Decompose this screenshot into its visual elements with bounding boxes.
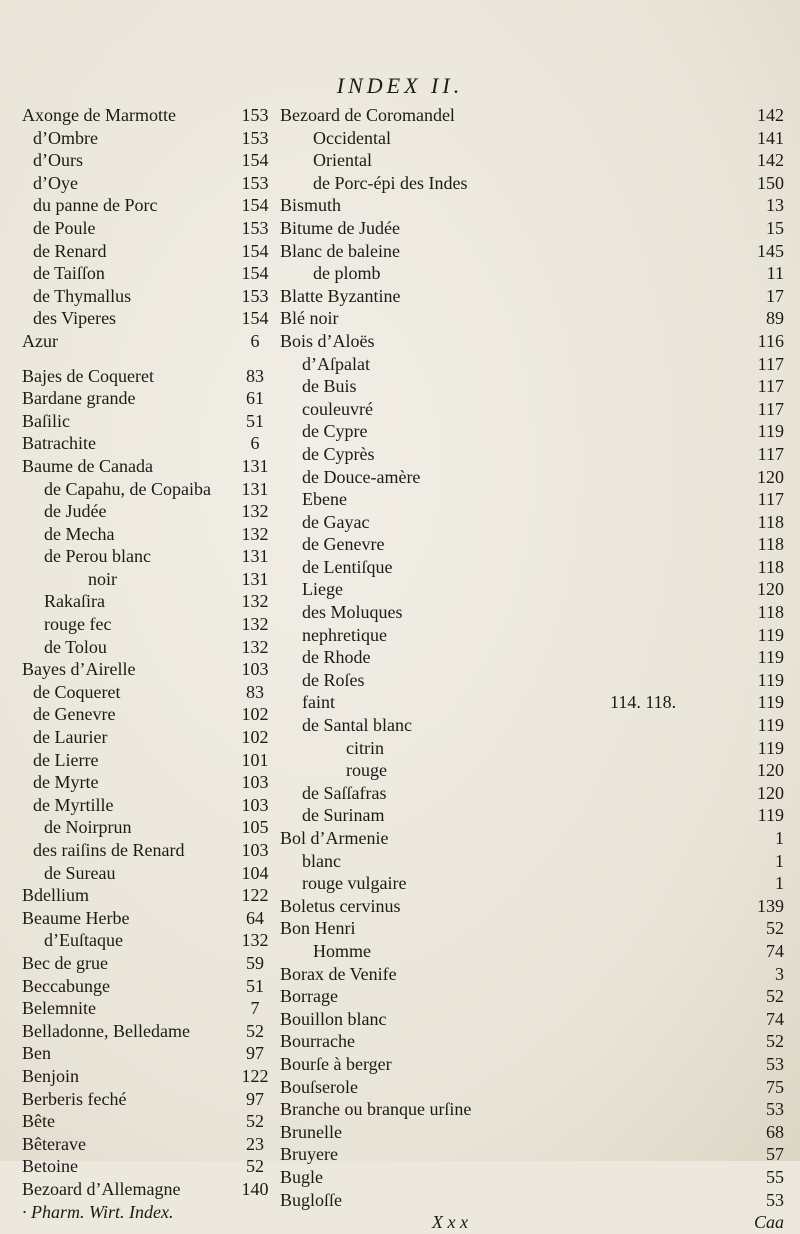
entry-term: · Pharm. Wirt. Index. [22,1201,174,1222]
entry-term: de Taiſſon [33,263,105,284]
entry-term: Bouſserole [280,1076,358,1097]
entry-page-number: 68 [766,1121,784,1142]
catchword: Caa [753,1212,784,1233]
entry-page-number: 6 [250,433,260,454]
entry-term: rouge [346,760,387,781]
entry-page-number: 132 [241,614,269,635]
entry-term: d’Ombre [33,127,98,148]
entry-term: Bezoard d’Allemagne [22,1178,181,1199]
entry-term: faint [302,692,335,713]
entry-page-number: 102 [241,727,269,748]
entry-term: Homme [313,940,371,961]
entry-page-number: 141 [757,127,784,148]
entry-term: d’Euſtaque [44,930,123,951]
entry-page-number: 52 [766,1031,784,1052]
entry-term: Baume de Canada [22,455,153,476]
entry-term: Boletus cervinus [280,895,401,916]
entry-page-number: 83 [246,365,264,386]
index-entry [262,488,792,511]
entry-term: de Surinam [302,805,385,826]
index-entry [262,646,792,669]
entry-page-number: 53 [766,1053,784,1074]
entry-term: Bezoard de Coromandel [280,105,455,125]
entry-page-number: 154 [241,263,269,284]
index-entry [262,850,792,873]
entry-term: Bayes d’Airelle [22,659,136,680]
entry-page-number: 119 [757,624,784,645]
index-entry [262,940,792,963]
entry-term: de Cypre [302,421,368,442]
index-entry [262,353,792,376]
entry-page-number: 52 [246,1111,264,1132]
entry-page-number: 142 [757,105,784,125]
entry-page-number: 119 [757,669,784,690]
entry-term: de Thymallus [33,285,132,306]
entry-page-number: 132 [241,930,269,951]
index-entry [262,533,792,556]
entry-page-number: 103 [241,659,269,680]
entry-page-number: 11 [766,263,784,284]
entry-term: de Judée [44,501,107,522]
entry-page-number: 154 [241,195,269,216]
entry-page-number: 15 [766,217,784,238]
entry-term: Oriental [313,150,372,171]
entry-term: Bourſe à berger [280,1053,392,1074]
entry-term: couleuvré [302,398,373,419]
entry-page-number: 154 [241,308,269,329]
entry-page-number: 117 [757,489,784,510]
entry-term: blanc [302,850,341,871]
entry-page-number: 74 [766,1008,784,1029]
entry-page-number: 153 [241,285,269,306]
entry-term: de Rhode [302,647,371,668]
entry-page-number: 103 [241,794,269,815]
entry-page-number: 132 [241,591,269,612]
index-entry [262,104,792,127]
entry-term: Blanc de baleine [280,240,400,261]
index-entry [262,601,792,624]
entry-term: de Myrtille [33,794,114,815]
entry-page-number: 51 [246,975,264,996]
index-entry [262,556,792,579]
entry-page-number: 103 [241,840,269,860]
entry-term: de Gayac [302,511,370,532]
entry-page-number: 53 [766,1099,784,1120]
entry-term: de Buis [302,376,357,397]
entry-term: Benjoin [22,1065,79,1086]
entry-term: Belladonne, Belledame [22,1020,190,1041]
index-entry [262,1076,792,1099]
entry-page-number: 52 [766,918,784,939]
entry-page-number: 117 [757,376,784,397]
entry-term: de Noirprun [44,817,132,838]
entry-page-number: 153 [241,172,269,193]
entry-term: Bitume de Judée [280,217,400,238]
entry-page-number: 122 [241,885,269,906]
entry-page-number: 52 [766,986,784,1007]
index-entry [262,737,792,760]
index-entry [262,262,792,285]
entry-term: de Mecha [44,523,115,544]
index-entry [262,714,792,737]
index-entry [262,804,792,827]
entry-page-number: 142 [757,150,784,171]
entry-term: Bêterave [22,1133,86,1154]
entry-term: Bismuth [280,195,342,216]
entry-page-number: 153 [241,217,269,238]
entry-term: Blatte Byzantine [280,285,401,306]
entry-page-number: 131 [241,546,269,567]
entry-term: de Myrte [33,772,99,793]
entry-page-number: 150 [757,172,784,193]
entry-page-number: 140 [241,1178,269,1199]
index-entry [262,194,792,217]
entry-page-number: 132 [241,501,269,522]
entry-term: Baſilic [22,410,70,431]
entry-page-number: 120 [757,579,784,600]
entry-page-number: 1 [775,873,784,894]
entry-page-number: 117 [757,443,784,464]
index-entry [262,307,792,330]
entry-page-number: 118 [757,602,784,623]
entry-term: de Poule [33,217,96,238]
entry-page-number: 119 [757,737,784,758]
entry-page-number: 3 [775,963,784,984]
entry-term: Bête [22,1111,55,1132]
index-entry [262,963,792,986]
entry-page-number: 120 [757,782,784,803]
entry-term: Betoine [22,1156,78,1177]
entry-extra-pages: 114. 118. [610,692,677,713]
entry-page-number: 119 [757,421,784,442]
entry-page-number: 119 [757,647,784,668]
entry-term: Bajes de Coqueret [22,365,154,386]
entry-page-number: 104 [241,862,269,883]
index-entry [262,285,792,308]
entry-term: Bouillon blanc [280,1008,387,1029]
entry-term: de Tolou [44,636,107,657]
entry-term: de Roſes [302,669,365,690]
entry-term: Bruyere [280,1144,338,1165]
page-header: INDEX II. [336,73,464,98]
index-entry [262,172,792,195]
entry-term: Ebene [302,489,347,510]
entry-term: rouge fec [44,614,112,635]
entry-term: de Genevre [33,704,116,725]
entry-page-number: 51 [246,410,264,431]
entry-term: Beccabunge [22,975,110,996]
index-entry [262,1121,792,1144]
entry-page-number: 55 [766,1166,784,1187]
entry-page-number: 153 [241,105,269,125]
entry-page-number: 154 [241,150,269,171]
entry-term: d’Oye [33,172,78,193]
entry-page-number: 105 [241,817,269,838]
entry-term: de plomb [313,263,381,284]
entry-page-number: 97 [246,1088,264,1109]
entry-page-number: 118 [757,534,784,555]
entry-term: Borrage [280,986,338,1007]
entry-term: d’Aſpalat [302,353,370,374]
entry-page-number: 118 [757,511,784,532]
index-entry [262,1053,792,1076]
entry-page-number: 23 [246,1133,264,1154]
index-entry [262,443,792,466]
entry-term: des Moluques [302,602,403,623]
entry-page-number: 1 [775,850,784,871]
entry-page-number: 139 [757,895,784,916]
entry-page-number: 53 [766,1189,784,1210]
entry-term: de Perou blanc [44,546,151,567]
entry-term: de Douce-amère [302,466,421,487]
entry-term: de Saſſafras [302,782,387,803]
entry-page-number: 154 [241,240,269,261]
index-entry [262,759,792,782]
entry-term: Axonge de Marmotte [22,105,176,125]
entry-page-number: 120 [757,466,784,487]
entry-page-number: 6 [250,330,260,351]
entry-term: Bon Henri [280,918,356,939]
entry-page-number: 7 [250,998,260,1019]
index-entry [262,1166,792,1189]
entry-term: des Viperes [33,308,117,329]
entry-page-number: 145 [757,240,784,261]
entry-page-number: 118 [757,556,784,577]
entry-term: Beaume Herbe [22,907,130,928]
entry-term: d’Ours [33,150,83,171]
entry-page-number: 89 [766,308,784,329]
index-entry [262,624,792,647]
entry-page-number: 132 [241,523,269,544]
entry-term: de Capahu, de Copaiba [44,478,211,499]
entry-term: Berberis feché [22,1088,127,1109]
entry-term: noir [88,568,117,589]
index-entry [262,827,792,850]
index-entry [262,398,792,421]
entry-page-number: 61 [246,388,264,409]
entry-term: Ben [22,1043,51,1064]
entry-page-number: 83 [246,681,264,702]
entry-term: nephretique [302,624,387,645]
entry-page-number: 153 [241,127,269,148]
entry-term: Bois d’Aloës [280,330,375,351]
entry-term: du panne de Porc [33,195,158,216]
entry-term: Blé noir [280,308,339,329]
entry-term: de Coqueret [33,681,121,702]
entry-page-number: 97 [246,1043,264,1064]
page-signature [262,1211,792,1234]
entry-page-number: 119 [757,715,784,736]
right-column [262,104,792,1234]
entry-page-number: 102 [241,704,269,725]
entry-page-number: 57 [766,1144,784,1165]
entry-term: rouge vulgaire [302,873,407,894]
entry-page-number: 103 [241,772,269,793]
entry-term: de Genevre [302,534,385,555]
entry-term: de Porc-épi des Indes [313,172,468,193]
entry-term: Occidental [313,127,391,148]
entry-term: Bardane grande [22,388,136,409]
index-entry [262,1189,792,1212]
index-entry [262,1098,792,1121]
entry-term: de Lentiſque [302,556,393,577]
entry-term: Rakaſira [44,591,105,612]
index-entry [262,872,792,895]
index-entry [262,895,792,918]
index-entry [262,375,792,398]
entry-term: Borax de Venife [280,963,397,984]
entry-page-number: 131 [241,478,269,499]
entry-page-number: 119 [757,805,784,826]
entry-page-number: 17 [766,285,784,306]
entry-term: Bdellium [22,885,89,906]
entry-page-number: 75 [766,1076,784,1097]
entry-page-number: 1 [775,828,784,848]
entry-page-number: 132 [241,636,269,657]
index-entry [262,511,792,534]
index-entry [262,149,792,172]
signature-mark: X x x [432,1212,468,1233]
entry-page-number: 131 [241,568,269,589]
entry-term: Bourrache [280,1031,355,1052]
entry-term: Liege [302,579,343,600]
entry-page-number: 120 [757,760,784,781]
index-entry [262,691,792,714]
entry-page-number: 52 [246,1156,264,1177]
entry-page-number: 116 [757,330,784,351]
entry-page-number: 59 [246,952,264,973]
entry-page-number: 122 [241,1065,269,1086]
entry-term: Bec de grue [22,952,108,973]
index-entry [262,240,792,263]
entry-page-number: 117 [757,353,784,374]
entry-page-number: 117 [757,398,784,419]
entry-term: Bol d’Armenie [280,828,389,848]
entry-term: Branche ou branque urſine [280,1099,472,1120]
entry-page-number: 131 [241,455,269,476]
index-entry [262,917,792,940]
index-entry [262,217,792,240]
entry-term: Azur [22,330,58,351]
entry-term: de Cyprès [302,443,375,464]
index-entry [262,669,792,692]
entry-term: Batrachite [22,433,96,454]
index-entry [262,1143,792,1166]
entry-term: de Laurier [33,727,108,748]
entry-term: de Santal blanc [302,715,412,736]
index-entry [262,985,792,1008]
entry-term: Bugloſſe [280,1189,342,1210]
entry-term: de Lierre [33,749,99,770]
entry-page-number: 52 [246,1020,264,1041]
index-entry [262,1008,792,1031]
entry-page-number: 64 [246,907,264,928]
index-entry [262,330,792,353]
entry-term: Belemnite [22,998,96,1019]
entry-term: Bugle [280,1166,323,1187]
index-entry [262,420,792,443]
entry-page-number: 13 [766,195,784,216]
index-entry [262,1030,792,1053]
entry-term: de Renard [33,240,107,261]
entry-page-number: 74 [766,940,784,961]
index-entry [262,782,792,805]
entry-term: des raiſins de Renard [33,840,185,860]
index-entry [262,127,792,150]
entry-page-number: 119 [757,692,784,713]
entry-term: de Sureau [44,862,116,883]
entry-page-number: 101 [241,749,269,770]
entry-term: citrin [346,737,384,758]
entry-term: Brunelle [280,1121,342,1142]
index-entry [262,578,792,601]
index-entry [262,466,792,489]
